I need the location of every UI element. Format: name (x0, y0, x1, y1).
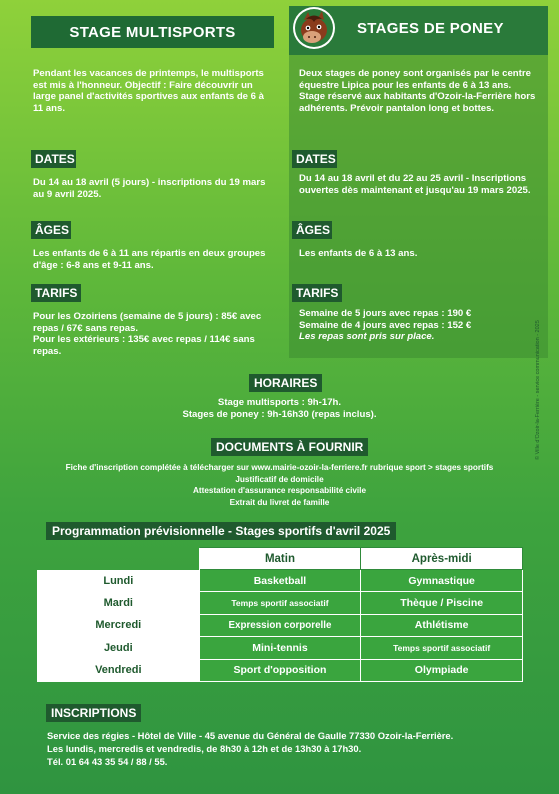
table-header-empty (38, 548, 200, 570)
poney-ages-label: ÂGES (292, 221, 332, 239)
table-row (38, 614, 523, 636)
apres-cell: Thèque / Piscine (361, 592, 523, 614)
table-header-matin: Matin (199, 548, 361, 570)
intro-line: adhérents. Prévoir pantalon long et bottes. (299, 102, 495, 114)
day-cell: Jeudi (38, 637, 200, 659)
multisports-title-band (31, 16, 274, 48)
ages-line: Les enfants de 6 à 11 ans répartis en deux groupes (33, 248, 266, 259)
poney-ages (299, 248, 544, 260)
tarifs-line: Semaine de 5 jours avec repas : 190 € (299, 308, 472, 319)
day-cell: Lundi (38, 570, 200, 592)
documents-label: DOCUMENTS À FOURNIR (211, 438, 368, 456)
intro-line: Pendant les vacances de printemps, le multisports (33, 68, 264, 79)
tarifs-note: Les repas sont pris sur place. (299, 331, 435, 343)
ages-line: d'âge : 6-8 ans et 9-11 ans. (33, 259, 154, 271)
matin-cell: Sport d'opposition (199, 659, 361, 681)
tarifs-line: repas / 67€ sans repas. (33, 322, 139, 334)
multisports-tarifs (33, 311, 278, 357)
table-row (38, 637, 523, 659)
apres-cell: Olympiade (361, 659, 523, 681)
inscriptions-label: INSCRIPTIONS (46, 704, 141, 722)
poney-dates-label: DATES (292, 150, 337, 168)
intro-line: 11 ans. (33, 102, 66, 114)
documents-line: Attestation d'assurance responsabilité civile (192, 486, 367, 495)
apres-cell: Gymnastique (361, 570, 523, 592)
poney-tarifs-label: TARIFS (292, 284, 342, 302)
horaires-line: Stage multisports : 9h-17h. (217, 397, 342, 408)
horaires-label: HORAIRES (249, 374, 322, 392)
inscriptions-line: Tél. 01 64 43 35 54 / 88 / 55. (47, 756, 168, 768)
day-cell: Mardi (38, 592, 200, 614)
matin-cell: Temps sportif associatif (199, 592, 361, 614)
inscriptions-line: Service des régies - Hôtel de Ville - 45 avenue du Général de Gaulle 77330 Ozoir-la-Ferrière. (47, 730, 454, 741)
poney-dates (299, 173, 544, 196)
day-cell: Vendredi (38, 659, 200, 681)
matin-cell: Mini-tennis (199, 637, 361, 659)
table-row (38, 592, 523, 614)
intro-line: équestre Lipica pour les enfants de 6 à 13 ans. (299, 79, 512, 91)
poney-tarifs (299, 308, 544, 343)
horaires-lines (0, 397, 559, 421)
multisports-ages-label: ÂGES (31, 221, 71, 239)
horaires-line: Stages de poney : 9h-16h30 (repas inclus). (182, 408, 377, 420)
programme-title: Programmation prévisionnelle - Stages sportifs d'avril 2025 (46, 522, 396, 540)
ages-line: Les enfants de 6 à 13 ans. (299, 248, 418, 259)
apres-cell: Temps sportif associatif (361, 637, 523, 659)
tarifs-line: Semaine de 4 jours avec repas : 152 € (299, 319, 472, 331)
inscriptions-line: Les lundis, mercredis et vendredis, de 8h30 à 12h et de 13h30 à 17h30. (47, 743, 362, 755)
matin-cell: Expression corporelle (199, 614, 361, 636)
intro-line: est mis à l'honneur. Objectif : Faire découvrir un (33, 79, 253, 91)
multisports-dates (33, 177, 278, 200)
poney-title: STAGES DE PONEY (357, 20, 504, 37)
pony-icon (292, 6, 336, 50)
schedule-table (37, 547, 523, 682)
tarifs-line: Pour les extérieurs : 135€ avec repas / 114€ sans (33, 334, 255, 346)
inscriptions-lines (47, 729, 527, 769)
dates-line: au 9 avril 2025. (33, 188, 102, 200)
apres-cell: Athlétisme (361, 614, 523, 636)
table-row (38, 570, 523, 592)
documents-line: Justificatif de domicile (235, 474, 324, 484)
multisports-title: STAGE MULTISPORTS (69, 23, 236, 41)
side-credit: © Ville d'Ozoir-la-Ferrière - service communication - 2025 (535, 320, 541, 460)
matin-cell: Basketball (199, 570, 361, 592)
documents-line: Fiche d'inscription complétée à télécharger sur www.mairie-ozoir-la-ferriere.fr rubrique sport > stages sportifs (65, 463, 494, 472)
tarifs-line: Pour les Ozoiriens (semaine de 5 jours) : 85€ avec (33, 311, 262, 322)
documents-line: Extrait du livret de famille (229, 497, 330, 507)
table-header-apres: Après-midi (361, 548, 523, 570)
multisports-dates-label: DATES (31, 150, 76, 168)
day-cell: Mercredi (38, 614, 200, 636)
multisports-ages (33, 248, 278, 271)
tarifs-line: repas. (33, 345, 62, 357)
dates-line: Du 14 au 18 avril (5 jours) - inscriptions du 19 mars (33, 177, 266, 188)
intro-line: Stage réservé aux habitants d'Ozoir-la-Ferrière hors (299, 91, 536, 103)
multisports-tarifs-label: TARIFS (31, 284, 81, 302)
poney-intro (299, 68, 544, 114)
intro-line: large panel d'activités sportives aux enfants de 6 à (33, 91, 265, 103)
dates-line: ouvertes dès maintenant et jusqu'au 19 mars 2025. (299, 184, 531, 196)
table-header-row (38, 548, 523, 570)
documents-lines (0, 462, 559, 508)
intro-line: Deux stages de poney sont organisés par le centre (299, 68, 531, 79)
multisports-intro (33, 68, 278, 114)
table-row (38, 659, 523, 681)
dates-line: Du 14 au 18 avril et du 22 au 25 avril - Inscriptions (299, 173, 527, 184)
